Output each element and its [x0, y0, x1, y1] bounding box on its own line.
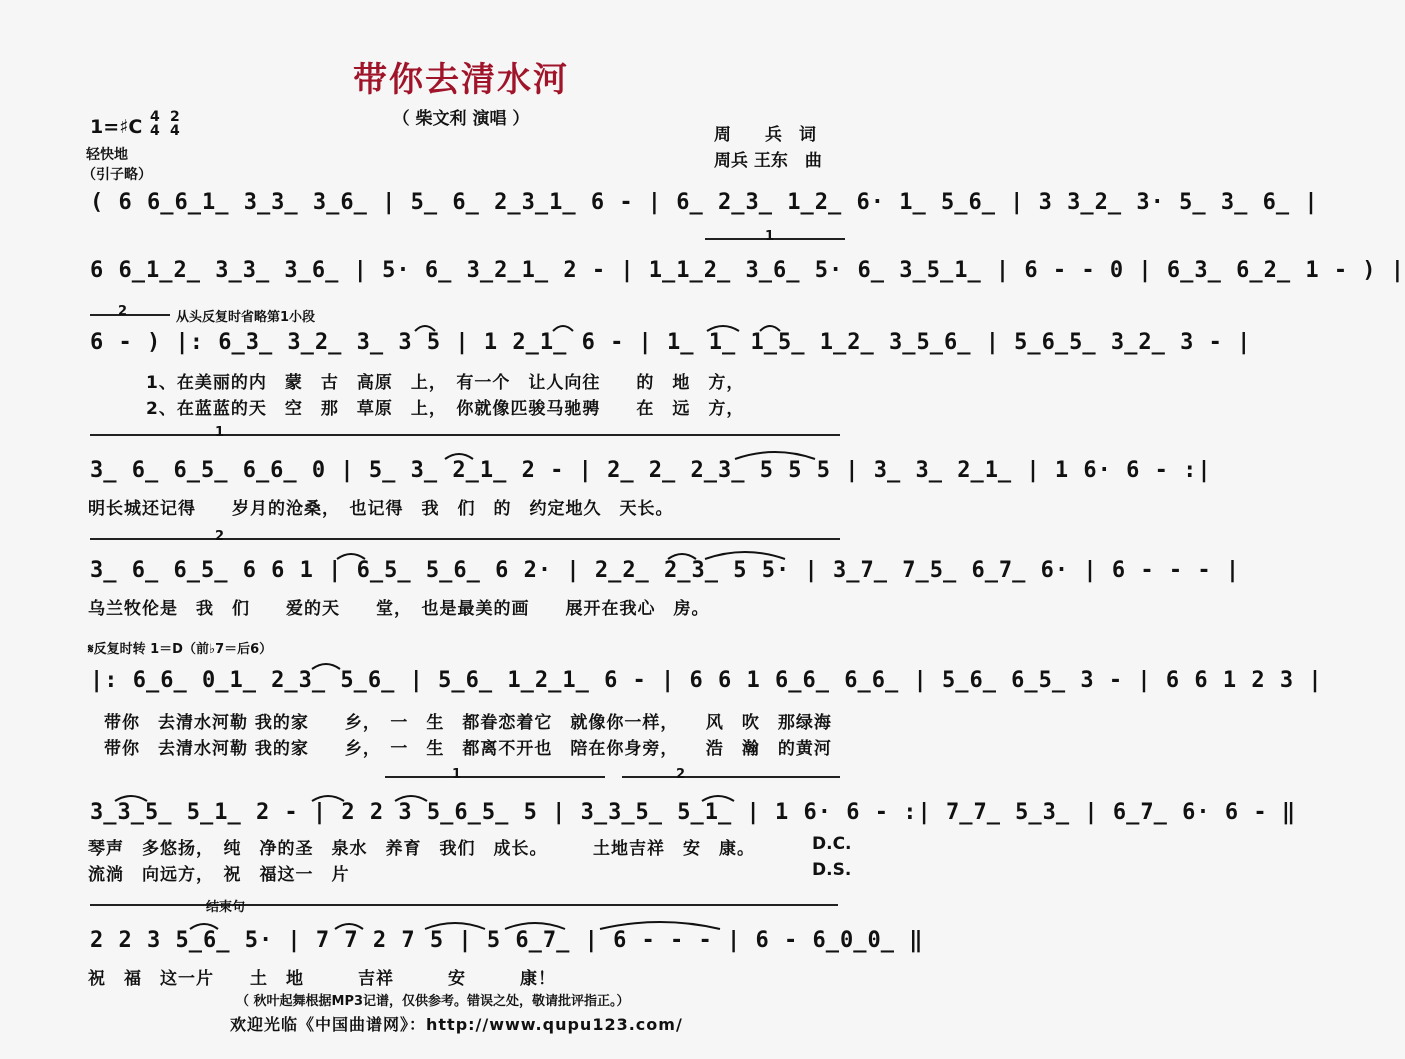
ending-label: 结束句	[206, 900, 246, 915]
tempo-marking: 轻快地	[86, 147, 128, 163]
lyrics-row-3-verse-2: 2、在蓝蓝的天 空 那 草原 上， 你就像匹骏马驰骋 在 远 方，	[146, 399, 745, 419]
transcriber-note: （ 秋叶起舞根据MP3记谱，仅供参考。错误之处，敬请批评指正。）	[236, 994, 630, 1009]
volta-number-2b: 2	[215, 529, 225, 544]
lyrics-row-7-verse-1: 琴声 多悠扬， 纯 净的圣 泉水 养育 我们 成长。 土地吉祥 安 康。	[88, 839, 755, 859]
notation-row-4: 3̲ 6̲ 6̲5̲ 6̲6̲ 0 | 5̲ 3̲ 2̲1̲ 2 - | 2̲ 2̲ 2̲3̲ 5 5 5 | 3̲ 3̲ 2̲1̲ | 1 6· 6 - :|	[90, 458, 1212, 483]
lyrics-row-3-verse-1: 1、在美丽的内 蒙 古 高原 上， 有一个 让人向往 的 地 方，	[146, 373, 745, 393]
dal-segno-mark: D.S.	[812, 860, 852, 880]
volta-number-2: 2	[118, 304, 128, 319]
lyricist-credit: 周 兵 词	[714, 125, 816, 145]
lyrics-row-6-verse-2: 带你 去清水河勒 我的家 乡， 一 生 都离不开也 陪在你身旁， 浩 瀚 的黄河	[104, 739, 832, 759]
lyrics-row-8: 祝 福 这一片 土 地 吉祥 安 康！	[88, 969, 556, 989]
notation-row-2: 6 6̲1̲2̲ 3̲3̲ 3̲6̲ | 5· 6̲ 3̲2̲1̲ 2 - | 1̲1̲2̲ 3̲6̲ 5· 6̲ 3̲5̲1̲ | 6 - - 0 | 6̲3̲ 6̲2̲ 1 - ) |	[90, 258, 1405, 283]
notation-row-5: 3̲ 6̲ 6̲5̲ 6 6 1 | 6̲5̲ 5̲6̲ 6 2· | 2̲2̲ 2̲3̲ 5 5· | 3̲7̲ 7̲5̲ 6̲7̲ 6· | 6 - - - |	[90, 558, 1241, 583]
volta-number-1b: 1	[215, 425, 225, 440]
website-credit: 欢迎光临《中国曲谱网》：http://www.qupu123.com/	[230, 1015, 683, 1034]
da-capo-mark: D.C.	[812, 834, 852, 854]
composer-credit: 周兵 王东 曲	[714, 151, 822, 171]
notation-row-6: |: 6̲6̲ 0̲1̲ 2̲3̲ 5̲6̲ | 5̲6̲ 1̲2̲1̲ 6 - | 6 6 1 6̲6̲ 6̲6̲ | 5̲6̲ 6̲5̲ 3 - | 6 6 1 2 3 |	[90, 668, 1323, 693]
key-signature: 1=♯C	[90, 116, 143, 138]
volta-number-1: 1	[765, 229, 775, 244]
lyrics-row-6-verse-1: 带你 去清水河勒 我的家 乡， 一 生 都眷恋着它 就像你一样， 风 吹 那绿海	[104, 713, 832, 733]
notation-row-3: 6 - ) |: 6̲3̲ 3̲2̲ 3̲ 3 5 | 1 2̲1̲ 6 - | 1̲ 1̲ 1̲5̲ 1̲2̲ 3̲5̲6̲ | 5̲6̲5̲ 3̲2̲ 3 - |	[90, 330, 1252, 355]
lyrics-row-4: 明长城还记得 岁月的沧桑， 也记得 我 们 的 约定地久 天长。	[88, 499, 674, 519]
time-signature-44: 4 4	[150, 109, 160, 139]
notation-row-1: ( 6 6̲6̲1̲ 3̲3̲ 3̲6̲ | 5̲ 6̲ 2̲3̲1̲ 6 - | 6̲ 2̲3̲ 1̲2̲ 6· 1̲ 5̲6̲ | 3 3̲2̲ 3· 5̲ 3̲ 6̲ |	[90, 190, 1319, 215]
notation-row-8: 2 2 3 5̲6̲ 5· | 7 7 2 7 5 | 5 6̲7̲ | 6 - - - | 6 - 6̲0̲0̲ ‖	[90, 928, 924, 953]
notation-row-7: 3̲3̲5̲ 5̲1̲ 2 - | 2 2 3 5̲6̲5̲ 5 | 3̲3̲5̲ 5̲1̲ | 1 6· 6 - :| 7̲7̲ 5̲3̲ | 6̲7̲ 6· 6 - ‖	[90, 800, 1297, 825]
song-title: 带你去清水河	[353, 60, 569, 100]
performer: （ 柴文利 演唱 ）	[392, 109, 530, 129]
volta-number-1c: 1	[452, 767, 462, 782]
lyrics-row-7-verse-2: 流淌 向远方， 祝 福这一 片	[88, 865, 350, 885]
segno-instruction: 𝄋反复时转 1＝D（前♭7＝后6）	[88, 642, 273, 657]
lyrics-row-5: 乌兰牧伦是 我 们 爱的天 堂， 也是最美的画 展开在我心 房。	[88, 599, 710, 619]
volta-number-2c: 2	[676, 767, 686, 782]
repeat-instruction: 从头反复时省略第1小段	[176, 310, 316, 325]
time-signature-24: 2 4	[170, 109, 180, 139]
intro-note: （引子略）	[82, 167, 152, 183]
